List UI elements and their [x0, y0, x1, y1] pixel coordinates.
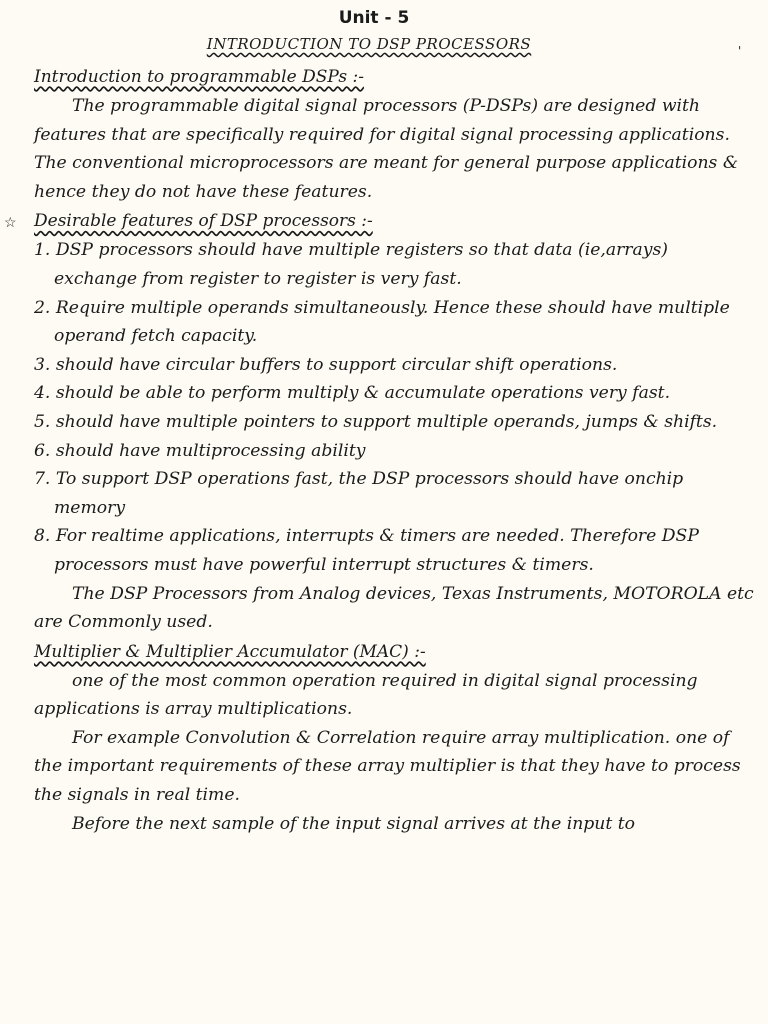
unit-label: Unit - 5	[338, 8, 410, 28]
list-item: 3. should have circular buffers to support circular shift operations.	[34, 354, 618, 375]
mac-paragraph-3: Before the next sample of the input signal arrives at the input to	[72, 813, 635, 834]
section-heading-features	[4, 206, 754, 236]
features-list	[34, 236, 754, 579]
section-heading-features-text: Desirable features of DSP processors :-	[34, 211, 373, 232]
list-item: 6. should have multiprocessing ability	[34, 440, 366, 461]
star-icon: ☆	[4, 215, 17, 232]
mac-paragraph-1: one of the most common operation required in digital signal processing applications is array multiplications.	[34, 670, 698, 720]
list-item: 8. For realtime applications, interrupts & timers are needed. Therefore DSP processors must have powerful interrupt structures & timers.	[34, 526, 699, 575]
list-item: 4. should be able to perform multiply & accumulate operations very fast.	[34, 383, 671, 404]
intro-paragraph: The programmable digital signal processors (P-DSPs) are designed with features that are specifically required for digital signal processing applications. The conventional microprocessors are meant for general purpose applications & hence they do not have these features.	[34, 96, 739, 202]
list-item: 1. DSP processors should have multiple registers so that data (ie,arrays) exchange from register to register is very fast.	[34, 240, 669, 289]
closing-paragraph: The DSP Processors from Analog devices, Texas Instruments, MOTOROLA etc are Commonly used.	[34, 583, 754, 633]
section-heading-mac: Multiplier & Multiplier Accumulator (MAC) :-	[34, 641, 426, 662]
mac-paragraph-2: For example Convolution & Correlation require array multiplication. one of the important requirements of these array multiplier is that they have to process the signals in real time.	[34, 727, 741, 806]
list-item: 7. To support DSP operations fast, the DSP processors should have onchip memory	[34, 469, 684, 518]
list-item: 5. should have multiple pointers to support multiple operands, jumps & shifts.	[34, 411, 718, 432]
list-item: 2. Require multiple operands simultaneously. Hence these should have multiple operand fetch capacity.	[34, 297, 730, 347]
section-heading-intro: Introduction to programmable DSPs :-	[34, 67, 364, 87]
page-title: INTRODUCTION TO DSP PROCESSORS	[206, 35, 532, 53]
tick-mark: '	[738, 44, 742, 58]
